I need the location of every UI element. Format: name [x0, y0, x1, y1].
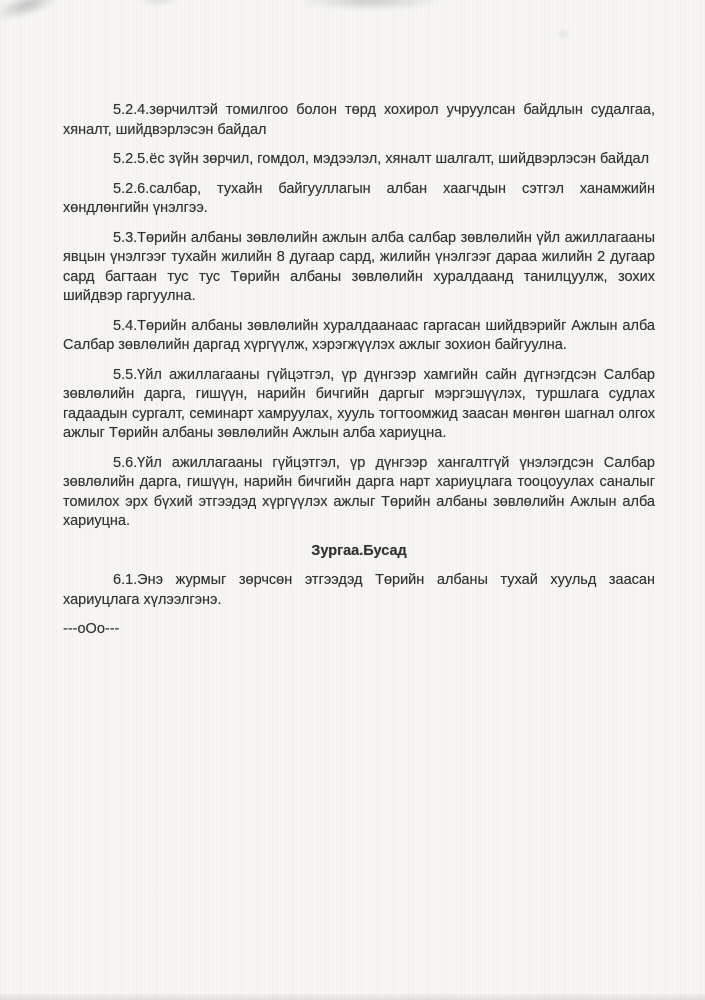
paragraph-6-1: 6.1.Энэ журмыг зөрчсөн этгээдэд Төрийн албаны тухай хуульд заасан хариуцлага хүлээлгэнэ. [63, 572, 655, 608]
paragraph-5-4: 5.4.Төрийн албаны зөвлөлийн хуралдаанаас гаргасан шийдвэрийг Ажлын алба Салбар зөвлөлийн даргад хүргүүлж, хэрэгжүүлэх ажлыг зохион байгуулна. [63, 317, 655, 353]
scan-artifact [300, 0, 440, 10]
document-body [63, 101, 655, 650]
section-heading-six-other: Зургаа.Бусад [311, 542, 407, 559]
paragraph-5-2-6: 5.2.6.салбар, тухайн байгууллагын албан хаагчдын сэтгэл ханамжийн хөндлөнгийн үнэлгээ. [63, 180, 655, 216]
paragraph-5-6: 5.6.Үйл ажиллагааны гүйцэтгэл, үр дүнгээр хангалтгүй үнэлэгдсэн Салбар зөвлөлийн дарга, гишүүн, нарийн бичгийн дарга нарт хариуцлага тооцоуулах саналыг томилох эрх бүхий этгээдэд хүргүүлэх ажлыг Төрийн албаны зөвлөлийн Ажлын алба хариуцна. [63, 454, 655, 529]
scan-artifact [0, 0, 64, 26]
scan-artifact [138, 0, 178, 5]
scan-edge-shadow [0, 994, 705, 1000]
scan-artifact [556, 30, 570, 38]
document-end-mark: ---oOo--- [63, 621, 120, 637]
paragraph-5-3: 5.3.Төрийн албаны зөвлөлийн ажлын алба салбар зөвлөлийн үйл ажиллагааны явцын үнэлгээг тухайн жилийн 8 дугаар сард, жилийн үнэлгээг дараа жилийн 2 дугаар сард багтаан тус тус Төрийн албаны зөвлөлийн хуралдаанд танилцуулж, зохих шийдвэр гаргуулна. [63, 229, 655, 304]
paragraph-5-2-5: 5.2.5.ёс зүйн зөрчил, гомдол, мэдээлэл, хяналт шалгалт, шийдвэрлэсэн байдал [113, 151, 650, 167]
paragraph-5-2-4: 5.2.4.зөрчилтэй томилгоо болон төрд хохирол учруулсан байдлын судалгаа, хяналт, шийдвэрлэсэн байдал [63, 102, 655, 138]
paragraph-5-5: 5.5.Үйл ажиллагааны гүйцэтгэл, үр дүнгээр хамгийн сайн дүгнэгдсэн Салбар зөвлөлийн дарга, гишүүн, нарийн бичгийн даргыг мэргэшүүлэх, туршлага судлах гадаадын сургалт, семинарт хамруулах, хууль тогтоомжид заасан мөнгөн шагнал олгох ажлыг Төрийн албаны зөвлөлийн Ажлын алба хариуцна. [63, 366, 655, 441]
